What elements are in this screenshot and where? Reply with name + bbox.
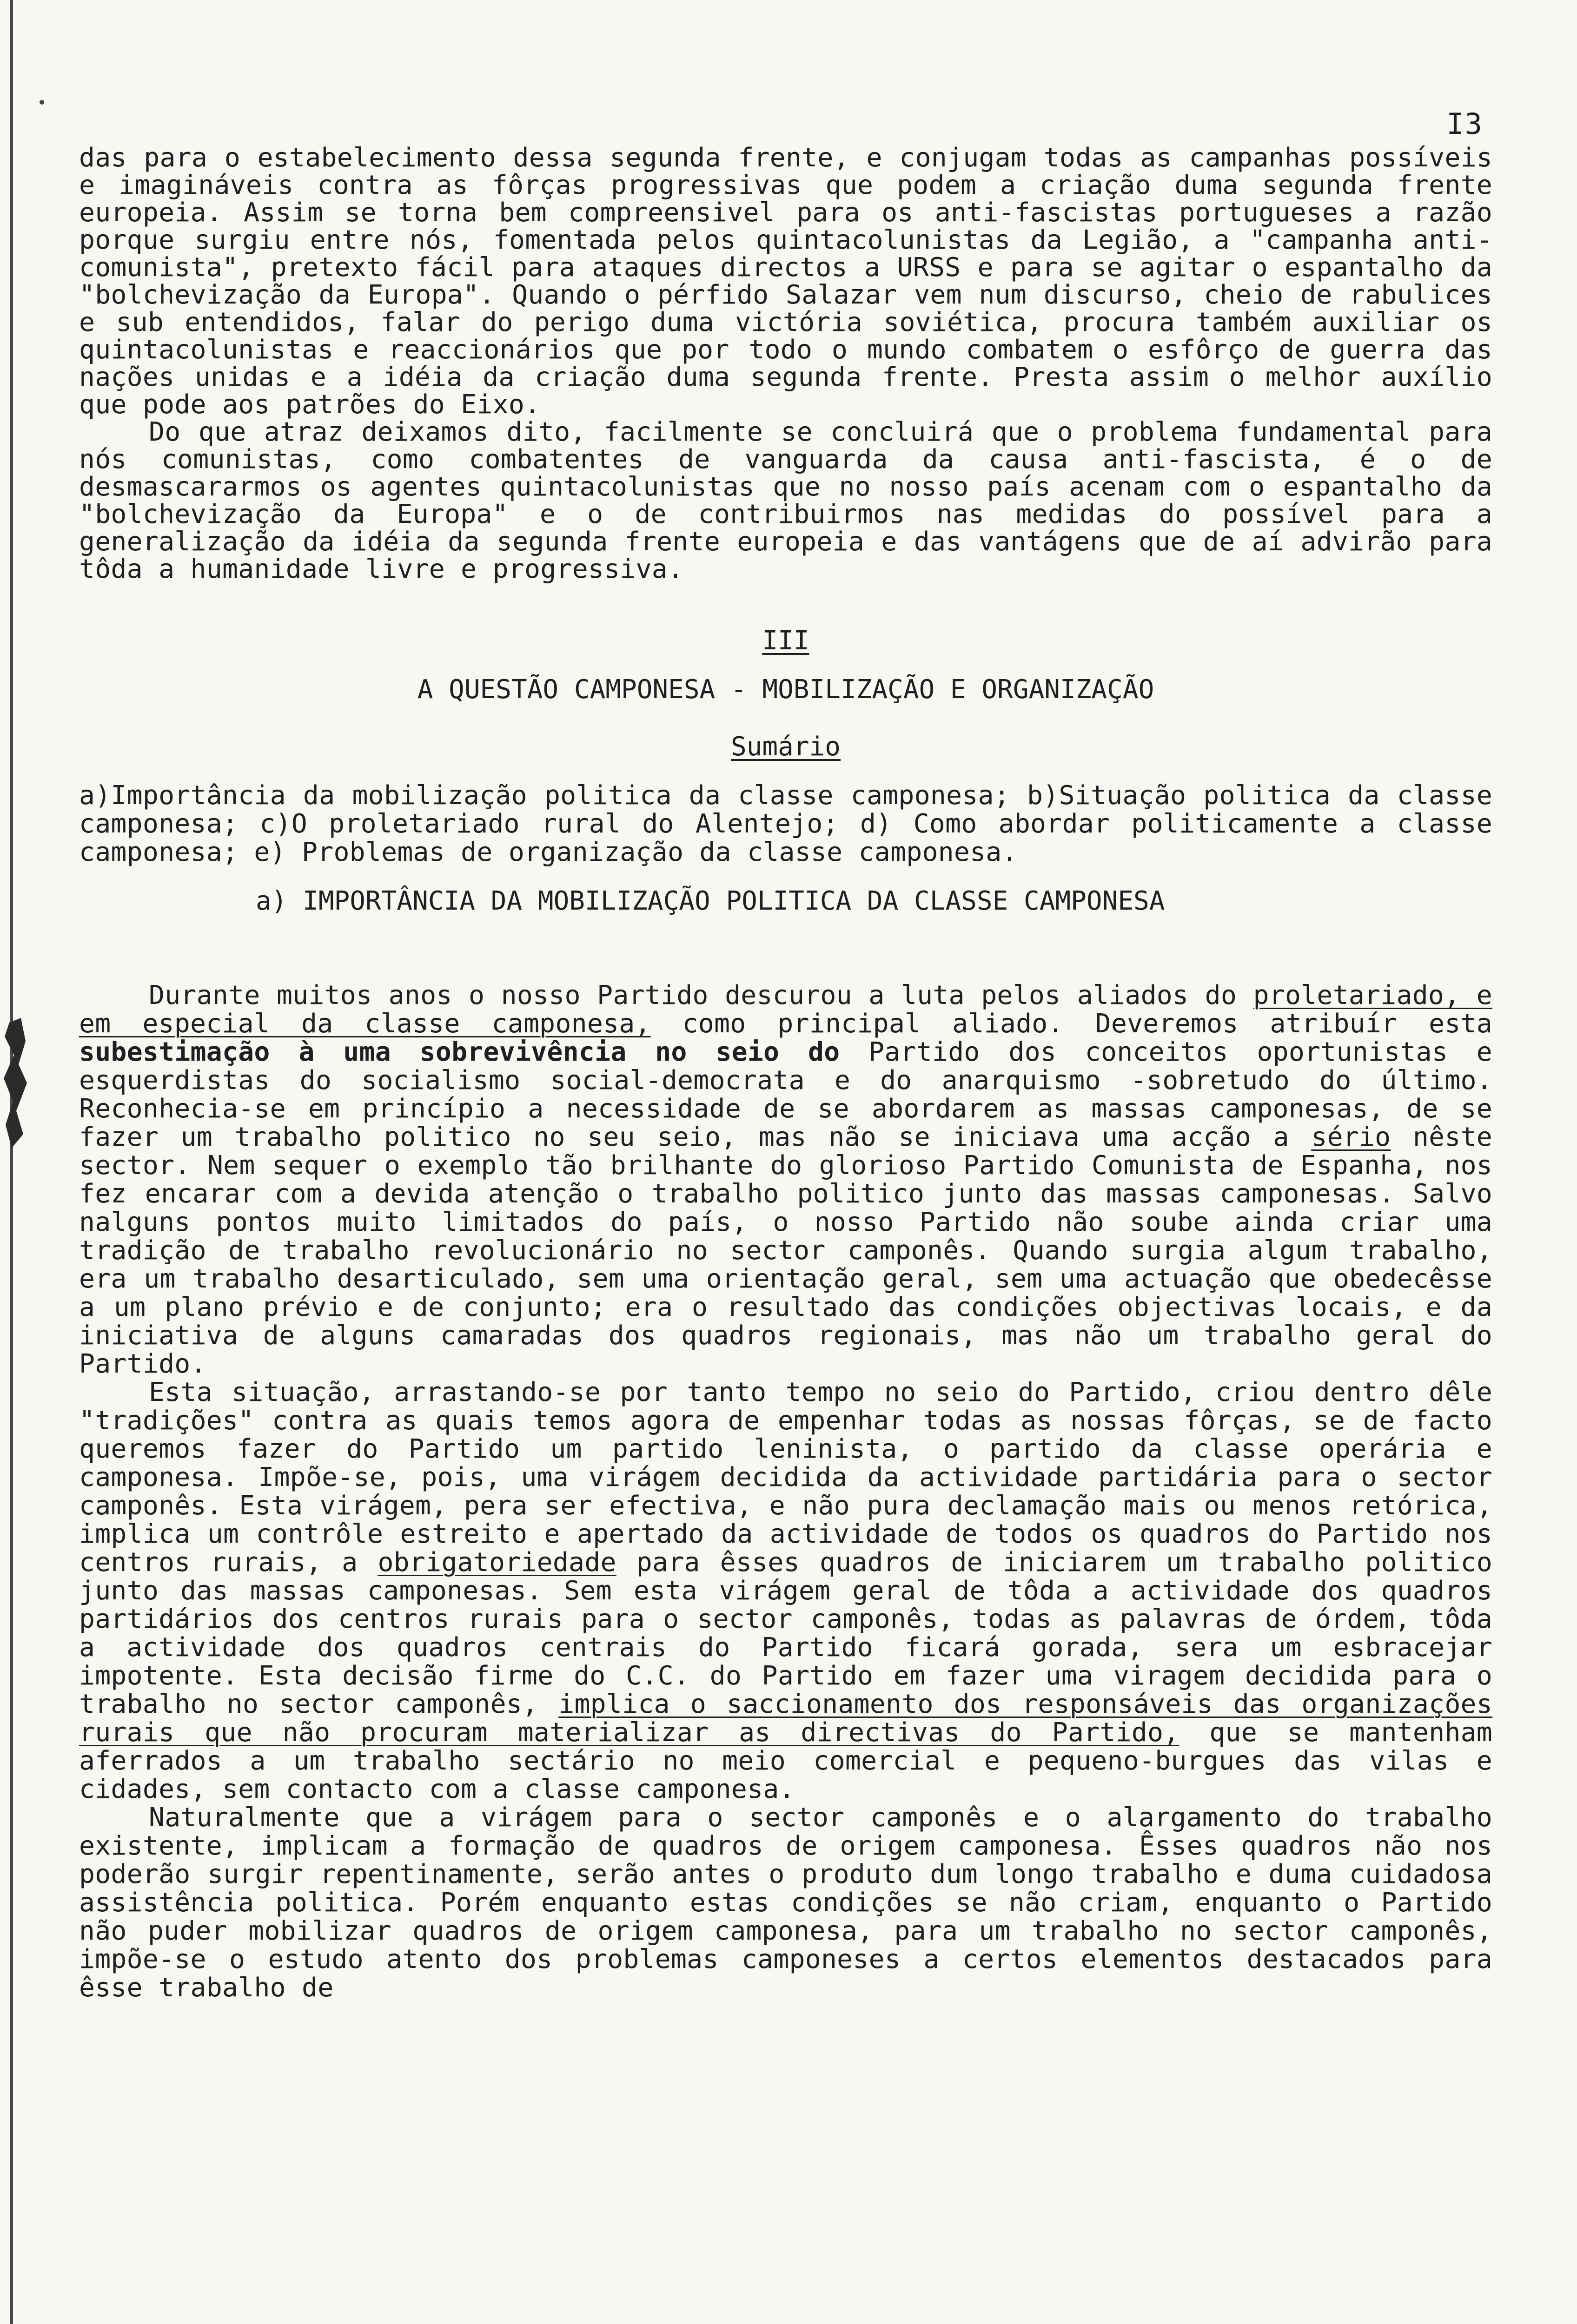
body-paragraph-1: Durante muitos anos o nosso Partido descurou a luta pelos aliados do proletariado, e em especial da classe camponesa, como principal aliado. Deveremos atribuír esta subestimação à uma sobrevivência no seio do Partido dos conceitos oportunistas e esquerdistas do socialismo social-democrata e do anarquismo -sobretudo do último. Reconhecia-se em princípio a necessidade de se abordarem as massas camponesas, de se fazer um trabalho politico no seu seio, mas não se iniciava uma acção a sério nêste sector. Nem sequer o exemplo tão brilhante do glorioso Partido Comunista de Espanha, nos fez encarar com a devida atenção o trabalho politico junto das massas camponesas. Salvo nalguns pontos muito limitados do país, o nosso Partido não soube ainda criar uma tradição de trabalho revolucionário no sector camponês. Quando surgia algum trabalho, era um trabalho desarticulado, sem uma orientação geral, sem uma actuação que obedecêsse a um plano prévio e de conjunto; era o resultado das condições objectivas locais, e da iniciativa de alguns camaradas dos quadros regionais, mas não um trabalho geral do Partido.	[79, 980, 1493, 1379]
underlined-word: sério	[1311, 1122, 1391, 1152]
summary-heading: Sumário	[730, 732, 841, 762]
underlined-phrase: implica o saccionamento dos responsáveis das organizações rurais que não procuram materializar as directivas do Partido,	[79, 1689, 1492, 1748]
body-paragraph-3: Naturalmente que a virágem para o sector camponês e o alargamento do trabalho existente, implicam a formação de quadros de origem camponesa. Êsses quadros não nos poderão surgir repentinamente, serão antes o produto dum longo trabalho e duma cuidadosa assistência politica. Porém enquanto estas condições se não criam, enquanto o Partido não puder mobilizar quadros de origem camponesa, para um trabalho no sector camponês, impõe-se o estudo atento dos problemas camponeses a certos elementos destacados para êsse trabalho de	[79, 1802, 1492, 2003]
page-left-edge	[10, 0, 13, 2324]
subsection-heading: a) IMPORTÂNCIA DA MOBILIZAÇÃO POLITICA DA CLASSE CAMPONESA	[256, 886, 1165, 916]
ink-blot-mark	[0, 1013, 33, 1153]
intro-paragraph-2: Do que atraz deixamos dito, facilmente se concluirá que o problema fundamental para nós comunistas, como combatentes de vanguarda da causa anti-fascista, é o de desmascararmos os agentes quintacolunistas que no nosso país acenam com o espantalho da "bolchevização da Europa" e o de contribuirmos nas medidas do possível para a generalização da idéia da segunda frente europeia e das vantágens que de aí advirão para tôda a humanidade livre e progressiva.	[79, 417, 1492, 584]
section-title: A QUESTÃO CAMPONESA - MOBILIZAÇÃO E ORGANIZAÇÃO	[417, 674, 1154, 705]
paper-speck	[33, 93, 51, 112]
body-paragraph-2: Esta situação, arrastando-se por tanto tempo no seio do Partido, criou dentro dêle "tradições" contra as quais temos agora de empenhar todas as nossas fôrças, se de facto queremos fazer do Partido um partido leninista, o partido da classe operária e camponesa. Impõe-se, pois, uma virágem decidida da actividade partidária para o sector camponês. Esta virágem, pera ser efectiva, e não pura declamação mais ou menos retórica, implica um contrôle estreito e apertado da actividade de todos os quadros do Partido nos centros rurais, a obrigatoriedade para êsses quadros de iniciarem um trabalho politico junto das massas camponesas. Sem esta virágem geral de tôda a actividade dos quadros partidários dos centros rurais para o sector camponês, todas as palavras de órdem, tôda a actividade dos quadros centrais do Partido ficará gorada, sera um esbracejar impotente. Esta decisão firme do C.C. do Partido em fazer uma viragem decidida para o trabalho no sector camponês, implica o saccionamento dos responsáveis das organizações rurais que não procuram materializar as directivas do Partido, que se mantenham aferrados a um trabalho sectário no meio comercial e pequeno-burgues das vilas e cidades, sem contacto com a classe camponesa.	[79, 1377, 1492, 1804]
overtyped-phrase: subestimação à uma sobrevivência no seio do	[79, 1037, 840, 1067]
section-number: III	[762, 626, 809, 656]
underlined-phrase: proletariado, e em especial da classe camponesa,	[79, 980, 1492, 1039]
underlined-word: obrigatoriedade	[378, 1547, 616, 1578]
intro-paragraph-1: das para o estabelecimento dessa segunda frente, e conjugam todas as campanhas possíveis e imagináveis contra as fôrças progressivas que podem a criação duma segunda frente europeia. Assim se torna bem compreensivel para os anti-fascistas portugueses a razão porque surgiu entre nós, fomentada pelos quintacolunistas da Legião, a "campanha anti-comunista", pretexto fácil para ataques directos a URSS e para se agitar o espantalho da "bolchevização da Europa". Quando o pérfido Salazar vem num discurso, cheio de rabulices e sub entendidos, falar do perigo duma victória soviética, procura também auxiliar os quintacolunistas e reaccionários que por todo o mundo combatem o esfôrço de guerra das nações unidas e a idéia da criação duma segunda frente. Presta assim o melhor auxílio que pode aos patrões do Eixo.	[79, 143, 1492, 420]
page-number: I3	[1446, 107, 1483, 141]
summary-text: a)Importância da mobilização politica da classe camponesa; b)Situação politica da classe camponesa; c)O proletariado rural do Alentejo; d) Como abordar politicamente a classe camponesa; e) Problemas de organização da classe camponesa.	[79, 780, 1492, 867]
document-body	[79, 107, 1493, 2003]
